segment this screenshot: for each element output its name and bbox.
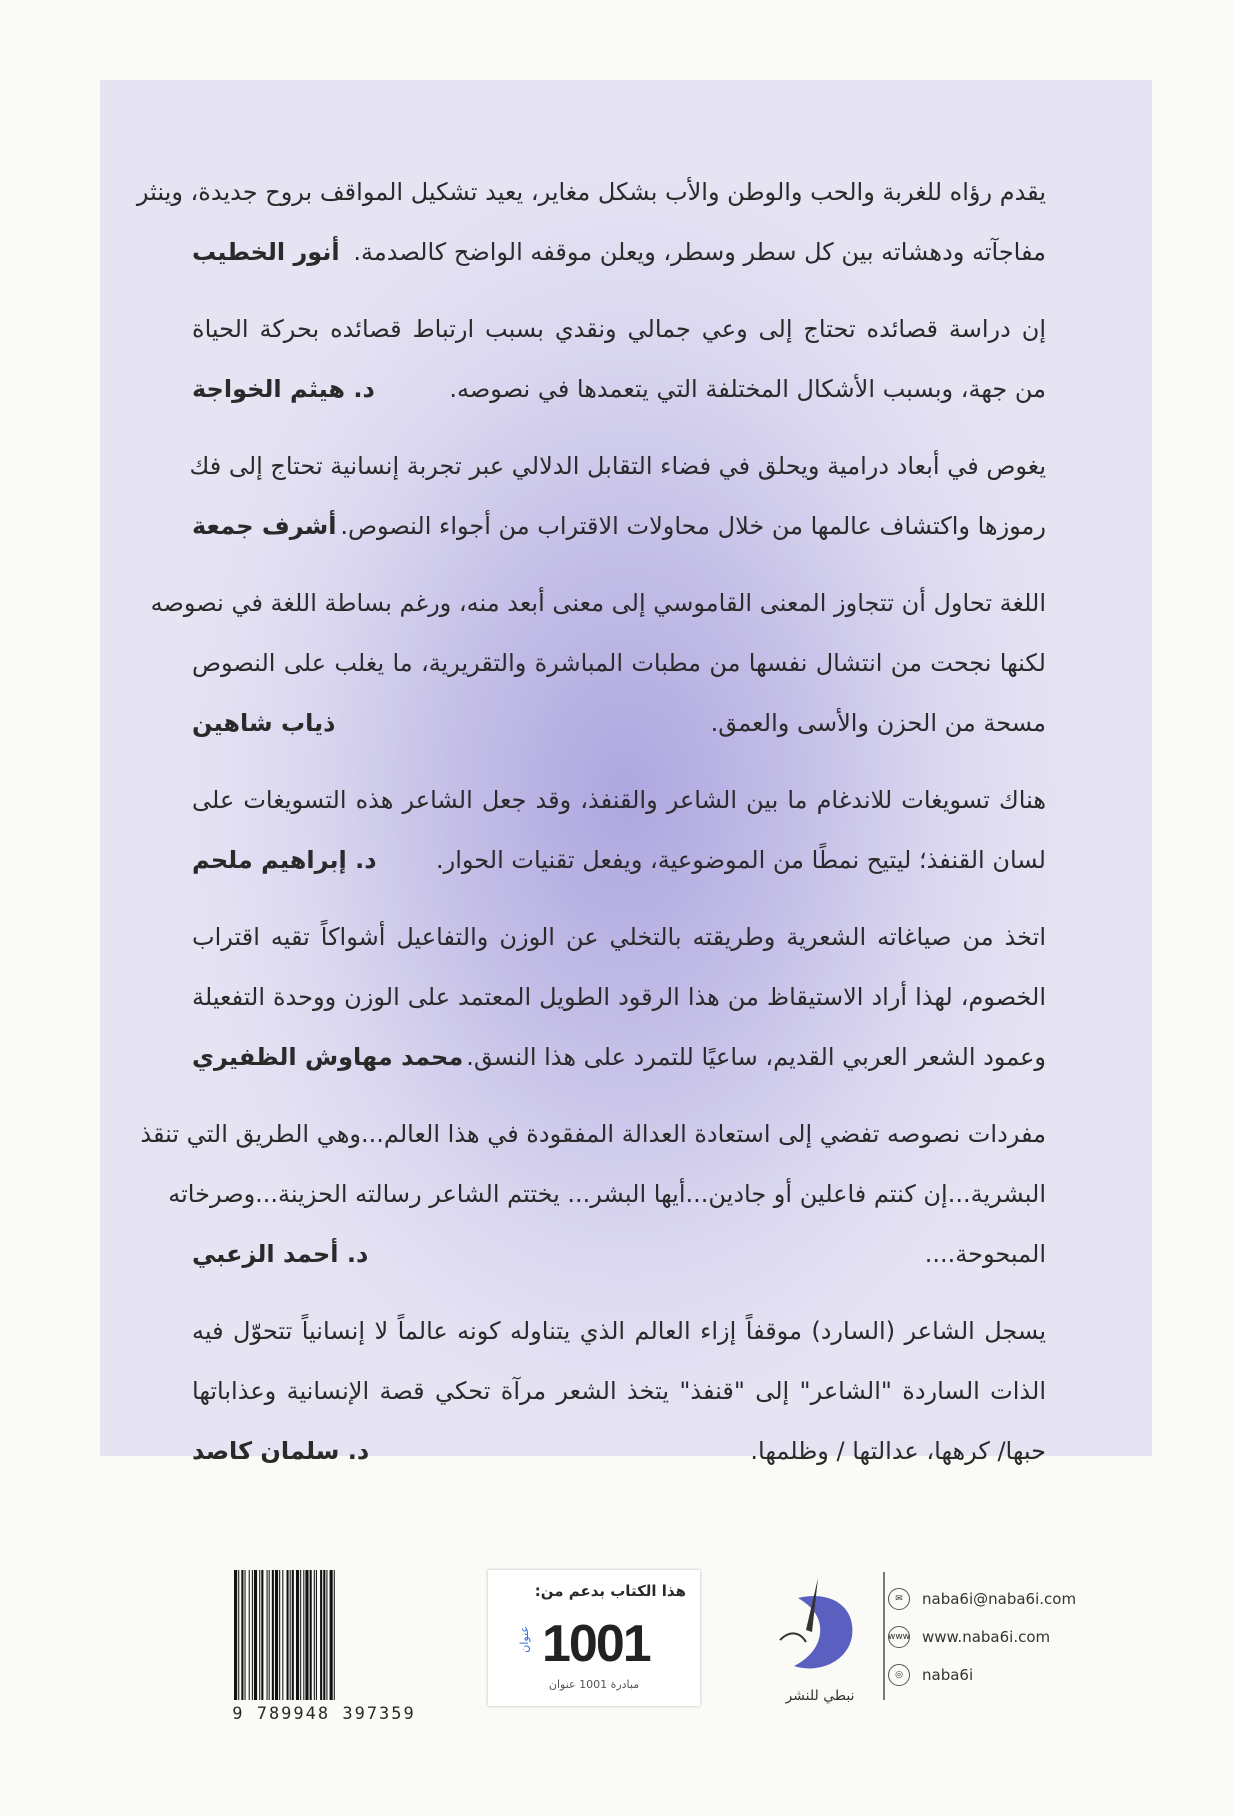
barcode-bar <box>292 1570 294 1700</box>
barcode-bar <box>252 1570 253 1700</box>
quote-block <box>189 436 1046 556</box>
barcode-bar <box>254 1570 257 1700</box>
contact-email[interactable] <box>888 1580 1128 1618</box>
sponsor-sub: مبادرة 1001 عنوان <box>548 1678 640 1691</box>
contact-web[interactable] <box>888 1618 1128 1656</box>
barcode-bar <box>314 1570 315 1700</box>
quote-line: يقدم رؤاه للغربة والحب والوطن والأب بشكل مغاير، يعيد تشكيل المواقف بروح جديدة، وينثر <box>136 178 1046 206</box>
barcode-bar <box>323 1570 325 1700</box>
quote-block <box>192 299 1046 419</box>
quote-last-row <box>192 359 1046 419</box>
quote-last-row <box>192 830 1046 890</box>
barcode-bar <box>320 1570 322 1700</box>
contact-web-text: www.naba6i.com <box>922 1628 1051 1646</box>
barcode-bar <box>310 1570 312 1700</box>
quote-author: ذياب شاهين <box>192 709 336 737</box>
quote-line: رموزها واكتشاف عالمها من خلال محاولات الاقتراب من أجواء النصوص. <box>340 512 1046 540</box>
quotes-block <box>136 162 1046 1498</box>
barcode-bar <box>238 1570 239 1700</box>
barcode-bar <box>300 1570 301 1700</box>
quote-block <box>140 1104 1046 1284</box>
barcode-bar <box>290 1570 291 1700</box>
quote-line: من جهة، وبسبب الأشكال المختلفة التي يتعمدها في نصوصه. <box>449 375 1046 403</box>
quote-block <box>150 573 1046 753</box>
quote-author: د. سلمان كاصد <box>192 1437 370 1465</box>
barcode-bar <box>282 1570 283 1700</box>
quote-line: اتخذ من صياغاته الشعرية وطريقته بالتخلي عن الوزن والتفاعيل أشواكاً تقيه اقتراب <box>192 923 1046 951</box>
barcode-bar <box>267 1570 268 1700</box>
barcode-bar <box>287 1570 289 1700</box>
barcode <box>232 1570 420 1700</box>
quote-line: البشرية...إن كنتم فاعلين أو جادين...أيها البشر... يختتم الشاعر رسالته الحزينة...وصرخاته <box>168 1180 1046 1208</box>
divider <box>883 1572 885 1700</box>
barcode-bar <box>334 1570 335 1700</box>
quote-last-row <box>192 222 1046 282</box>
quote-author: د. هيثم الخواجة <box>192 375 375 403</box>
barcode-bar <box>303 1570 304 1700</box>
email-icon: ✉ <box>888 1588 910 1610</box>
quote-line: هناك تسويغات للاندغام ما بين الشاعر والقنفذ، وقد جعل الشاعر هذه التسويغات على <box>192 786 1046 814</box>
quote-block <box>136 162 1046 282</box>
quote-line: لكنها نجحت من انتشال نفسها من مطبات المباشرة والتقريرية، ما يغلب على النصوص <box>192 649 1046 677</box>
quote-line: مفردات نصوصه تفضي إلى استعادة العدالة المفقودة في هذا العالم...وهي الطريق التي تنقذ <box>140 1120 1046 1148</box>
barcode-digits: 9 789948 397359 <box>232 1704 416 1724</box>
barcode-bar <box>305 1570 308 1700</box>
quote-line: يسجل الشاعر (السارد) موقفاً إزاء العالم الذي يتناوله كونه عالماً لا إنسانياً تتحوّل فيه <box>192 1317 1046 1345</box>
contact-instagram-text: naba6i <box>922 1666 974 1684</box>
quote-author: محمد مهاوش الظفيري <box>192 1043 464 1071</box>
web-icon: www <box>888 1626 910 1648</box>
quote-block <box>192 1301 1046 1481</box>
barcode-bar <box>330 1570 333 1700</box>
barcode-bar <box>241 1570 243 1700</box>
contact-instagram[interactable] <box>888 1656 1128 1694</box>
instagram-icon: ◎ <box>888 1664 910 1686</box>
barcode-bar <box>279 1570 280 1700</box>
quote-block <box>192 770 1046 890</box>
barcode-bar <box>296 1570 299 1700</box>
quote-author: د. أحمد الزعبي <box>192 1240 369 1268</box>
quote-line: حبها/ كرهها، عدالتها / وظلمها. <box>750 1437 1046 1465</box>
barcode-bar <box>269 1570 270 1700</box>
barcode-bar <box>275 1570 278 1700</box>
barcode-bar <box>261 1570 263 1700</box>
contacts <box>888 1580 1128 1694</box>
quote-author: أشرف جمعة <box>192 512 337 540</box>
quote-line: لسان القنفذ؛ ليتيح نمطًا من الموضوعية، ويفعل تقنيات الحوار. <box>436 846 1046 874</box>
barcode-bar <box>234 1570 237 1700</box>
quote-author: د. إبراهيم ملحم <box>192 846 377 874</box>
barcode-bar <box>272 1570 274 1700</box>
quote-line: إن دراسة قصائده تحتاج إلى وعي جمالي ونقدي بسبب ارتباط قصائده بحركة الحياة <box>192 315 1046 343</box>
sponsor-number: 1001 <box>542 1615 650 1673</box>
barcode-bar <box>316 1570 317 1700</box>
quote-line: وعمود الشعر العربي القديم، ساعيًا للتمرد على هذا النسق. <box>466 1043 1046 1071</box>
quote-last-row <box>192 1224 1046 1284</box>
quote-last-row <box>192 1027 1046 1087</box>
barcode-bar <box>259 1570 260 1700</box>
quote-last-row <box>192 693 1046 753</box>
quote-author: أنور الخطيب <box>192 238 340 266</box>
quote-line: مفاجآته ودهشاته بين كل سطر وسطر، ويعلن موقفه الواضح كالصدمة. <box>353 238 1046 266</box>
sponsor-card <box>488 1570 700 1706</box>
quote-line: الخصوم، لهذا أراد الاستيقاظ من هذا الرقود الطويل المعتمد على الوزن ووحدة التفعيلة <box>192 983 1046 1011</box>
quote-line: مسحة من الحزن والأسى والعمق. <box>710 709 1046 737</box>
contact-email-text: naba6i@naba6i.com <box>922 1590 1077 1608</box>
quote-line: الذات الساردة "الشاعر" إلى "قنفذ" يتخذ الشعر مرآة تحكي قصة الإنسانية وعذاباتها <box>192 1377 1046 1405</box>
quote-line: يغوص في أبعاد درامية ويحلق في فضاء التقابل الدلالي عبر تجربة إنسانية تحتاج إلى فك <box>189 452 1046 480</box>
quote-last-row <box>192 496 1046 556</box>
quote-line: المبحوحة.... <box>924 1240 1046 1268</box>
barcode-bar <box>245 1570 246 1700</box>
sponsor-lead: هذا الكتاب بدعم من: <box>534 1582 686 1600</box>
quote-last-row <box>192 1421 1046 1481</box>
quote-block <box>192 907 1046 1087</box>
barcode-bar <box>249 1570 250 1700</box>
publisher-name: نبطي للنشر <box>785 1688 855 1704</box>
quote-line: اللغة تحاول أن تتجاوز المعنى القاموسي إلى معنى أبعد منه، ورغم بساطة اللغة في نصوصه <box>150 589 1046 617</box>
barcode-bar <box>326 1570 327 1700</box>
sponsor-side-label: عنوان <box>518 1626 531 1653</box>
